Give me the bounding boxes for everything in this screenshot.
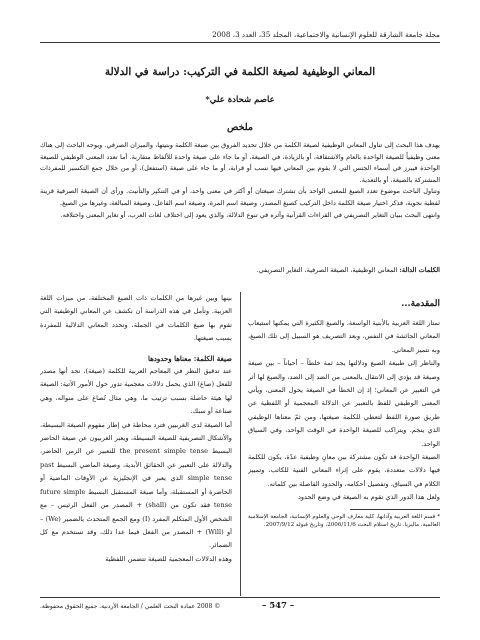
body-paragraph: وهذه الدلالات المعجمية للصيغة تتضمن اللفظية [105, 554, 232, 563]
abstract-paragraph: وانتهى البحث ببيان التغاير التصريفي في القراءات القرآنية وأثره في تنوع الدلالة، والذي يعود إلى اختلاف لغات العرب، أو تغاير المعنى واختلافه. [60, 210, 440, 219]
footer-rule [40, 597, 440, 598]
keywords-line [40, 265, 440, 276]
body-paragraph: بينها وبين غيرها من الكلمات ذات الصيغ المختلفة، من ميزات اللغة العربية. وتأمل في هذه الدراسة أن نكشف عن المعاني الوظيفية التي تقوم بها صيغ الكلمات في الجملة، وتحدد المعاني الدلالية للمفردة بسبب صيغتها. [40, 294, 232, 343]
header-rule [40, 42, 440, 43]
keywords-text: المعاني الوظيفية، الصيغة الصرفية، التغاير التصريفي. [256, 266, 398, 274]
body-paragraph: ولعل هذا الدور الذي تقوم به الصيغة في وضع الحدود [297, 493, 440, 502]
right-column [248, 292, 440, 592]
body-paragraph: عند تدقيق النظر في المعاجم العربية للكلمة (صيغة)، نجد أنها مصدر للفعل (صاغ) الذي يحمل دلالات معجمية تدور حول الأمور الآتية: الصيغة لها هيئة حاصلة بسبب ترتيب ما، وهي مثال تُصاغ على منواله، وهي صناعة أو سبك. [40, 367, 232, 416]
abstract-heading: ملخص [226, 122, 253, 133]
article-author: عاصم شحادة علي* [205, 95, 275, 105]
abstract-paragraph: وتناول الباحث موضوع تعدد الصيغ للمعنى الواحد بأن تشترك صيغتان أو أكثر في معنى واحد، أو في التنكير والتأنيث. ورأى أن الصيغة الصرفية قرينة لفظية نحوية، فذكر اختيار صيغة الكلمة داخل التركيب كصيغ المصدر، وصيغة اسم المرة، وصيغة اسم الفاعل، وصيغة المبالغة، وغيرها من الصيغ. [40, 187, 440, 207]
article-title: المعاني الوظيفية لصيغة الكلمة في التركيب: دراسة في الدلالة [104, 66, 376, 78]
body-paragraph: الصيغة الواحدة قد تكون مشتركة بين معانٍ وظيفية عدّة، يكون للكلمة فيها دلالات متعددة، يقوم على إثراء المعاني الفنية للكاتب، وتمييز الكلام في السياق، وتفصيل أحكامه، والحدود الفاصلة بين كلماته. [248, 453, 440, 488]
body-paragraph: تمتاز اللغة العربية بالأبنية الواسعة، والصيغ الكثيرة التي يمكنها استيعاب المعاني الجائشة في النفس، وبعد التصريف هو السبيل إلى تلك الصيغ، وبه تتميز المعاني. [248, 319, 440, 354]
keywords-label: الكلمات الدالة: [399, 266, 440, 274]
left-column [40, 292, 232, 592]
copyright-notice: © 2008 عمادة البحث العلمي / الجامعة الأردنية. جميع الحقوق محفوظة. [40, 603, 221, 610]
body-paragraph: والناظر إلى طبيعة الصيغ ودلالتها يجد ثمة خلطاً – أحياناً – بين صيغة وصيغة قد يؤدي إلى الانتقال بالمعنى من الضد إلى الضد، والصيغ لها أثر في التعبير عن المعاني؛ إذ إن الخطأ في الصيغة يحول المعنى، ويأتي المعنى الوظيفي للفظ بالتعبير عن الدلالة المعجمية أو اللفظية عن طريق صورة اللفظ لتعطي للكلمة صيغتها، ومن ثمّ معناها الوظيفي الذي ينجم. ويتراكب للصيغة الواحدة في الوقت الواحد، وفي السياق الواحد. [248, 359, 440, 448]
subheading-word-form: صيغة الكلمة: معناها وحدودها [147, 353, 232, 363]
page-number: – 547 – [262, 601, 295, 611]
abstract-body [40, 140, 440, 221]
column-separator [240, 292, 241, 596]
abstract-paragraph: يهدف هذا البحث إلى تناول المعاني الوظيفية لصيغة الكلمة من خلال تحديد الفروق بين صيغة الكلمة وبنيتها، والميزان الصرفي. ويوجه الباحث إلى هناك معنى وظيفياً للصيغة الواحدة بالعام والاشتقاقة، أو بالزيادة، في الصيغة، أو ما جاء على صيغة واحدة للألفاظ متقاربة. أما تعدد المعنى الوظيفي للصيغة الواحدة فيبرز في أسماء الجنس التي لا يقوم بين المعاني فيها نسب أو قرابة، أو ما جاء على صيغة (استفعل)، أو من خلال جمع التكسير للمفردات المشتركة بالصيغة، أو بالتعدية. [40, 141, 440, 184]
footnote: * قسم اللغة العربية وآدابها، كلية معارف الوحي والعلوم الإنسانية، الجامعة الإسلامية العالمية، ماليزيا. تاريخ استلام البحث 2006/11/6، وتاريخ قبوله 2007/9/12. [248, 513, 440, 529]
section-heading-introduction: المقدمة... [401, 299, 440, 309]
body-paragraph: أما الصيغة لدى الغربيين فترد محاطة في إطار مفهوم الصيغة البسيطة، والأشكال التصريفية للصيغة البسيطة، ويعبر الغربيون عن صيغة الحاضر البسيط the present simple tense للتعبير عن الزمن الحاضر، والدلالة على التعبير عن الحقائق الأبدية، وصيغة الماضي البسيط past simple tense الذي يعبر في الإنجليزية عن الأوقات الماضية أو الحاضرة أو المستقبلة، وأما صيغة المستقبل البسيط future simple tense فقد تكون من (shall) + المصدر من الفعل الرئيس – مع الشخص الأول المتكلم المفرد (I) ومع الجمع المتحدث بالضمير (We) – أو (Will) + المصدر من الفعل فيما عدا ذلك، وقد تستخدم مع كل الضمائر. [40, 420, 232, 550]
page-footer [40, 601, 440, 613]
running-head: مجلة جامعة الشارقة للعلوم الإنسانية والاجتماعية، المجلد 35، العدد 3، 2008 [212, 30, 440, 39]
footnote-rule [350, 509, 440, 510]
